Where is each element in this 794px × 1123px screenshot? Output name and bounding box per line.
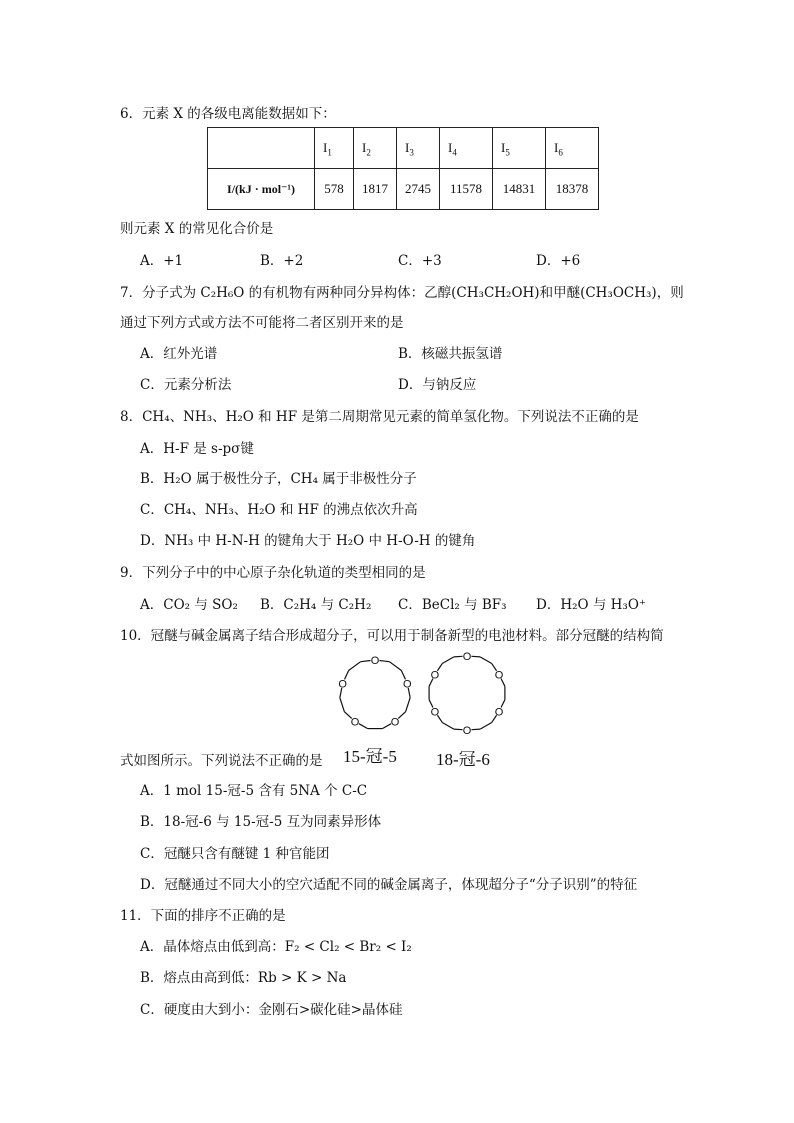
q7-option-c: C．元素分析法	[140, 377, 232, 393]
q8-option-b: B．H₂O 属于极性分子，CH₄ 属于非极性分子	[140, 471, 417, 487]
figure-label-18-crown-6: 18-冠-6	[436, 750, 490, 769]
ionization-energy-table	[207, 127, 599, 210]
crown-bond	[480, 722, 492, 729]
q10-stem-line2: 式如图所示。下列说法不正确的是	[120, 753, 323, 769]
crown-bond	[454, 656, 463, 657]
q7-option-a: A．红外光谱	[140, 346, 218, 362]
crown-bond	[359, 724, 368, 729]
row-label-cell: I/(kJ · mol⁻¹)	[208, 169, 315, 210]
q9-option-a: A．CO₂ 与 SO₂	[140, 597, 238, 613]
q7-stem-line2: 通过下列方式或方法不可能将二者区别开来的是	[120, 315, 404, 331]
oxygen-atom-label: O	[494, 669, 504, 682]
table-header-cell: $I_3$	[397, 128, 440, 169]
q6-option-d: D．+6	[536, 253, 581, 269]
table-cell: 11578	[440, 169, 493, 210]
q10-option-c: C．冠醚只含有醚键 1 种官能团	[140, 846, 330, 862]
q9-stem: 9．下列分子中的中心原子杂化轨道的类型相同的是	[120, 565, 426, 581]
q8-option-d: D．NH₃ 中 H-N-H 的键角大于 H₂O 中 H-O-H 的键角	[140, 533, 476, 549]
crown-bond	[379, 661, 389, 662]
crown-15-5-structure	[330, 652, 420, 734]
oxygen-atom-label: O	[338, 678, 347, 691]
q7-option-b: B．核磁共振氢谱	[398, 346, 503, 362]
table-header-cell: $I_2$	[354, 128, 397, 169]
oxygen-atom-label: O	[462, 725, 472, 736]
q9-option-c: C．BeCl₂ 与 BF₃	[398, 597, 507, 613]
q11-stem: 11．下面的排序不正确的是	[120, 908, 286, 924]
oxygen-atom-label: O	[390, 716, 400, 729]
q10-option-a: A．1 mol 15-冠-5 含有 5NA 个 C-C	[140, 783, 368, 799]
crown-18-6-structure	[421, 650, 513, 736]
table-cell: 2745	[397, 169, 440, 210]
q11-option-b: B．熔点由高到低：Rb > K > Na	[140, 970, 347, 986]
crown-bond	[389, 662, 401, 671]
oxygen-atom-label: O	[462, 651, 472, 663]
q6-question: 则元素 X 的常见化合价是	[120, 221, 274, 237]
q7-stem-line1: 7．分子式为 C₂H₆O 的有机物有两种同分异构体：乙醇(CH₃CH₂OH)和甲醚(CH₃OCH₃)，则	[120, 285, 684, 301]
crown-bond	[398, 712, 405, 719]
q9-option-b: B．C₂H₄ 与 C₂H₂	[260, 597, 372, 613]
oxygen-atom-label: O	[350, 716, 360, 729]
table-cell: 18378	[546, 169, 599, 210]
oxygen-atom-label: O	[494, 706, 504, 719]
table-cell: 14831	[493, 169, 546, 210]
table-corner-cell	[208, 128, 315, 169]
crown-bond	[471, 729, 480, 730]
table-row	[208, 169, 599, 210]
table-cell: 1817	[354, 169, 397, 210]
crown-bond	[406, 698, 411, 712]
q6-option-b: B．+2	[260, 253, 304, 269]
oxygen-atom-label: O	[370, 655, 380, 667]
table-header-cell: $I_1$	[315, 128, 354, 169]
q6-option-a: A．+1	[140, 253, 184, 269]
q6-option-c: C．+3	[398, 253, 442, 269]
table-header-cell: $I_6$	[546, 128, 599, 169]
crown-bond	[471, 656, 480, 657]
crown-bond	[480, 657, 492, 664]
crown-bond	[442, 722, 454, 729]
q10-option-b: B．18-冠-6 与 15-冠-5 互为同素异形体	[140, 814, 382, 830]
crown-bond	[442, 657, 454, 664]
table-header-cell: $I_4$	[440, 128, 493, 169]
crown-bond	[454, 729, 463, 730]
table-header-row	[208, 128, 599, 169]
q10-stem-line1: 10．冠醚与碱金属离子结合形成超分子，可以用于制备新型的电池材料。部分冠醚的结构简	[120, 628, 664, 644]
q10-option-d: D．冠醚通过不同大小的空穴适配不同的碱金属离子，体现超分子“分子识别”的特征	[140, 877, 638, 893]
q8-option-a: A．H-F 是 s-pσ键	[140, 441, 254, 457]
oxygen-atom-label: O	[430, 706, 440, 719]
crown-bond	[340, 698, 345, 712]
table-header-cell: $I_5$	[493, 128, 546, 169]
table-cell: 578	[315, 169, 354, 210]
q8-option-c: C．CH₄、NH₃、H₂O 和 HF 的沸点依次升高	[140, 502, 418, 518]
oxygen-atom-label: O	[403, 678, 412, 691]
q9-option-d: D．H₂O 与 H₃O⁺	[536, 597, 647, 613]
q11-option-a: A．晶体熔点由低到高：F₂ < Cl₂ < Br₂ < I₂	[140, 939, 412, 955]
oxygen-atom-label: O	[430, 669, 440, 682]
crown-bond	[349, 662, 361, 671]
q11-option-c: C．硬度由大到小：金刚石>碳化硅>晶体硅	[140, 1002, 403, 1018]
figure-label-15-crown-5: 15-冠-5	[343, 747, 397, 766]
q7-option-d: D．与钠反应	[398, 377, 477, 393]
crown-bond	[361, 661, 371, 662]
q8-stem: 8．CH₄、NH₃、H₂O 和 HF 是第二周期常见元素的简单氢化物。下列说法不正确的是	[120, 409, 639, 425]
q6-stem: 6．元素 X 的各级电离能数据如下：	[120, 106, 336, 122]
